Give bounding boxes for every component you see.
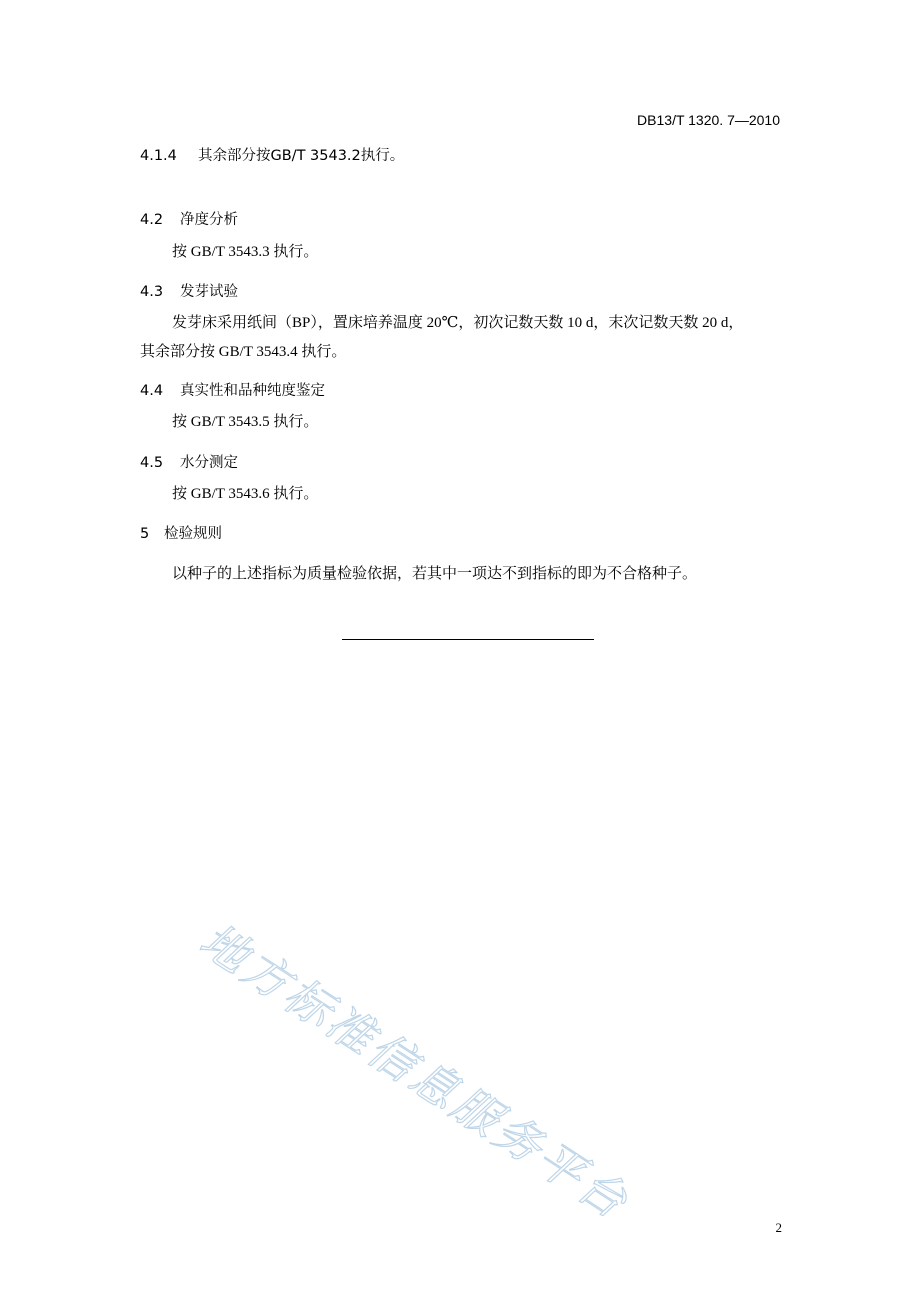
clause-text: 其余部分按GB/T 3543.2执行。 xyxy=(198,148,405,164)
heading-title: 发芽试验 xyxy=(180,284,238,300)
heading-number: 4.3 xyxy=(140,284,164,300)
heading-number: 5 xyxy=(140,526,150,542)
heading-title: 真实性和品种纯度鉴定 xyxy=(180,383,325,399)
heading-number: 4.2 xyxy=(140,212,164,228)
heading-4-2 xyxy=(140,208,238,229)
paragraph-5: 以种子的上述指标为质量检验依据，若其中一项达不到指标的即为不合格种子。 xyxy=(172,566,698,582)
clause-number: 4.1.4 xyxy=(140,148,177,164)
document-code: DB13/T 1320. 7—2010 xyxy=(637,112,780,128)
heading-4-5 xyxy=(140,451,238,472)
clause-4-1-4 xyxy=(140,144,404,165)
heading-title: 检验规则 xyxy=(164,526,222,542)
heading-4-4 xyxy=(140,379,325,400)
heading-number: 4.4 xyxy=(140,383,164,399)
paragraph-4-3-line2: 其余部分按 GB/T 3543.4 执行。 xyxy=(140,344,347,360)
heading-4-3 xyxy=(140,280,238,301)
heading-5 xyxy=(140,522,222,543)
heading-title: 净度分析 xyxy=(180,212,238,228)
paragraph-4-5: 按 GB/T 3543.6 执行。 xyxy=(172,486,319,502)
paragraph-4-3-line1: 发芽床采用纸间（BP），置床培养温度 20℃，初次记数天数 10 d，末次记数天数 20 d， xyxy=(172,315,744,331)
heading-title: 水分测定 xyxy=(180,455,238,471)
end-rule xyxy=(342,639,594,640)
page-number: 2 xyxy=(775,1220,782,1235)
watermark: 地方标准信息服务平台 xyxy=(190,912,640,1231)
paragraph-4-2: 按 GB/T 3543.3 执行。 xyxy=(172,244,319,260)
paragraph-4-4: 按 GB/T 3543.5 执行。 xyxy=(172,414,319,430)
heading-number: 4.5 xyxy=(140,455,164,471)
